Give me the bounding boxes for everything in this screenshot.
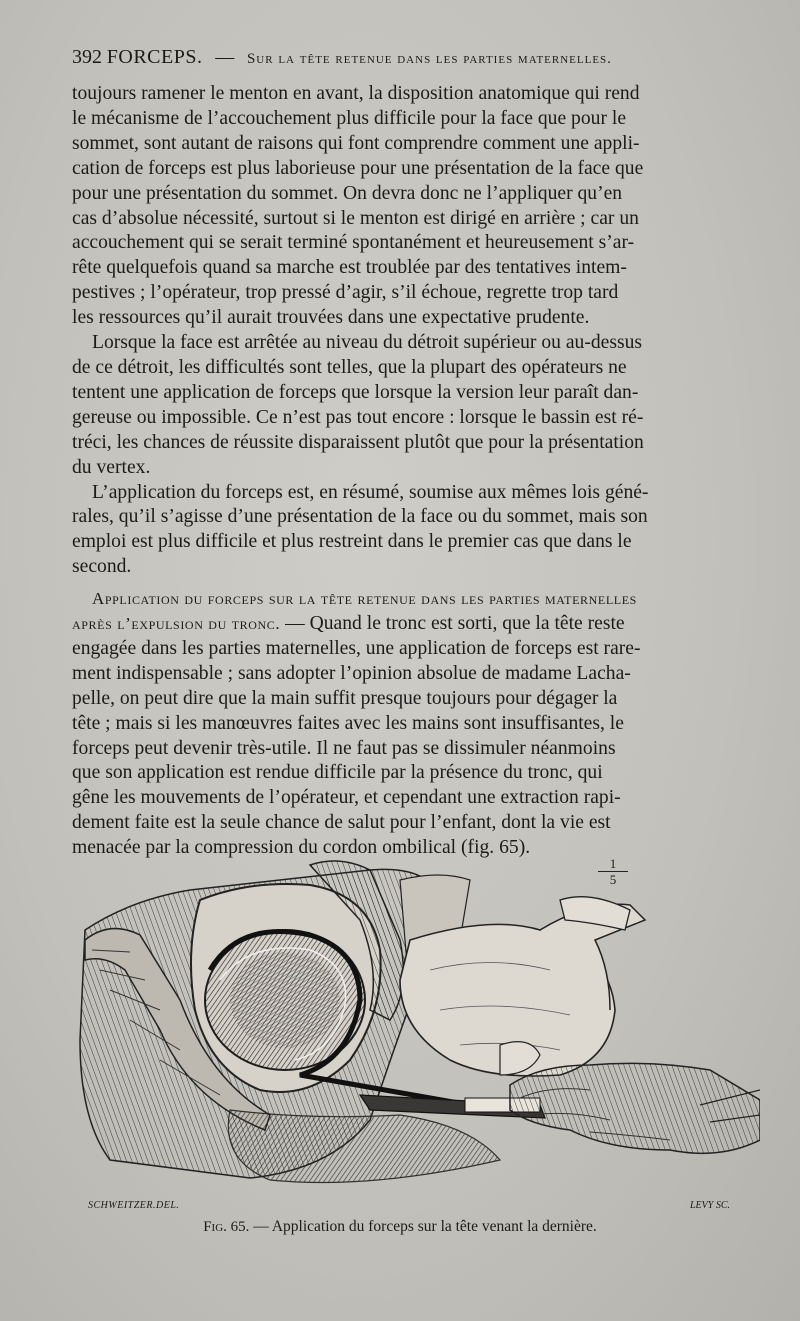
text-line: engagée dans les parties maternelles, une application de forceps est rare- [72,637,641,659]
section-heading-tail: — Quand le tronc est sorti, que la tête reste [280,613,625,635]
paragraph-4 [72,587,735,861]
paragraph-2 [72,331,735,480]
running-head [72,46,752,69]
text-line: forceps peut devenir très-utile. Il ne faut pas se dissimuler néanmoins [72,737,616,759]
engraver-signature-left: SCHWEITZER.DEL. [88,1200,180,1211]
figure-caption-label: Fig. 65. [203,1219,250,1235]
section-heading-line2: après l’expulsion du tronc. [72,614,281,634]
text-line: menacée par la compression du cordon ombilical (fig. 65). [72,837,531,859]
text-line: rales, qu’il s’agisse d’une présentation de la face ou du sommet, mais son [72,506,648,528]
text-line: cation de forceps est plus laborieuse pour une présentation de la face que [72,157,644,179]
scale-numerator: 1 [609,856,617,871]
page-number: 392 [72,46,102,68]
text-line: le mécanisme de l’accouchement plus difficile pour la face que pour le [72,107,627,129]
text-line: du vertex. [72,456,151,478]
text-line: gereuse ou impossible. Ce n’est pas tout encore : lorsque le bassin est ré- [72,406,644,428]
scale-denominator: 5 [609,872,617,887]
maternal-thigh [228,1110,500,1183]
text-line: cas d’absolue nécessité, surtout si le menton est dirigé en arrière ; car un [72,207,639,229]
operator-hand [510,1063,760,1153]
engraving-figure-65 [70,860,760,1185]
text-line: L’application du forceps est, en résumé, soumise aux mêmes lois géné- [92,481,649,503]
text-line: ment indispensable ; sans adopter l’opinion absolue de madame Lacha- [72,662,631,684]
section-heading-line1: Application du forceps sur la tête retenue dans les parties maternelles [92,589,637,609]
text-line: gêne les mouvements de l’opérateur, et cependant une extraction rapi- [72,787,621,809]
text-line: tentent une application de forceps que lorsque la version leur paraît dan- [72,381,639,403]
body-text [72,82,735,861]
text-line: rête quelquefois quand sa marche est troublée par des tentatives intem- [72,257,627,279]
text-line: pour une présentation du sommet. On devra donc ne l’appliquer qu’en [72,182,623,204]
text-line: de ce détroit, les difficultés sont telles, que la plupart des opérateurs ne [72,356,627,378]
running-head-subject: Sur la tête retenue dans les parties maternelles. [246,51,612,67]
text-line: sommet, sont autant de raisons qui font comprendre comment une appli- [72,132,640,154]
text-line: accouchement qui se serait terminé spontanément et heureusement s’ar- [72,232,635,254]
figure-caption-dash: — [253,1218,269,1235]
text-line: pelle, on peut dire que la main suffit presque toujours pour dégager la [72,687,618,709]
text-line: pestives ; l’opérateur, trop pressé d’agir, s’il échoue, regrette trop tard [72,282,619,304]
text-line: les ressources qu’il aurait trouvées dans une expectative prudente. [72,307,590,329]
figure-caption [0,1218,800,1236]
text-line: toujours ramener le menton en avant, la disposition anatomique qui rend [72,83,640,104]
engraving-illustration [70,860,760,1185]
running-head-separator: — [215,47,235,68]
text-line: dement faite est la seule chance de salut pour l’enfant, dont la vie est [72,812,611,834]
running-head-section: FORCEPS. [106,46,203,68]
text-line: second. [72,556,132,578]
text-line: tréci, les chances de réussite disparaissent plutôt que pour la présentation [72,431,644,453]
text-line: que son application est rendue difficile par la présence du tronc, qui [72,762,603,784]
paragraph-3 [72,481,735,581]
text-line: Lorsque la face est arrêtée au niveau du détroit supérieur ou au-dessus [92,332,643,354]
text-line: emploi est plus difficile et plus restreint dans le premier cas que dans le [72,531,632,553]
text-line: tête ; mais si les manœuvres faites avec les mains sont insuffisantes, le [72,712,624,734]
engraver-signature-right: LEVY SC. [690,1200,731,1211]
paragraph-1 [72,82,735,331]
figure-caption-text: Application du forceps sur la tête venant la dernière. [271,1218,597,1235]
